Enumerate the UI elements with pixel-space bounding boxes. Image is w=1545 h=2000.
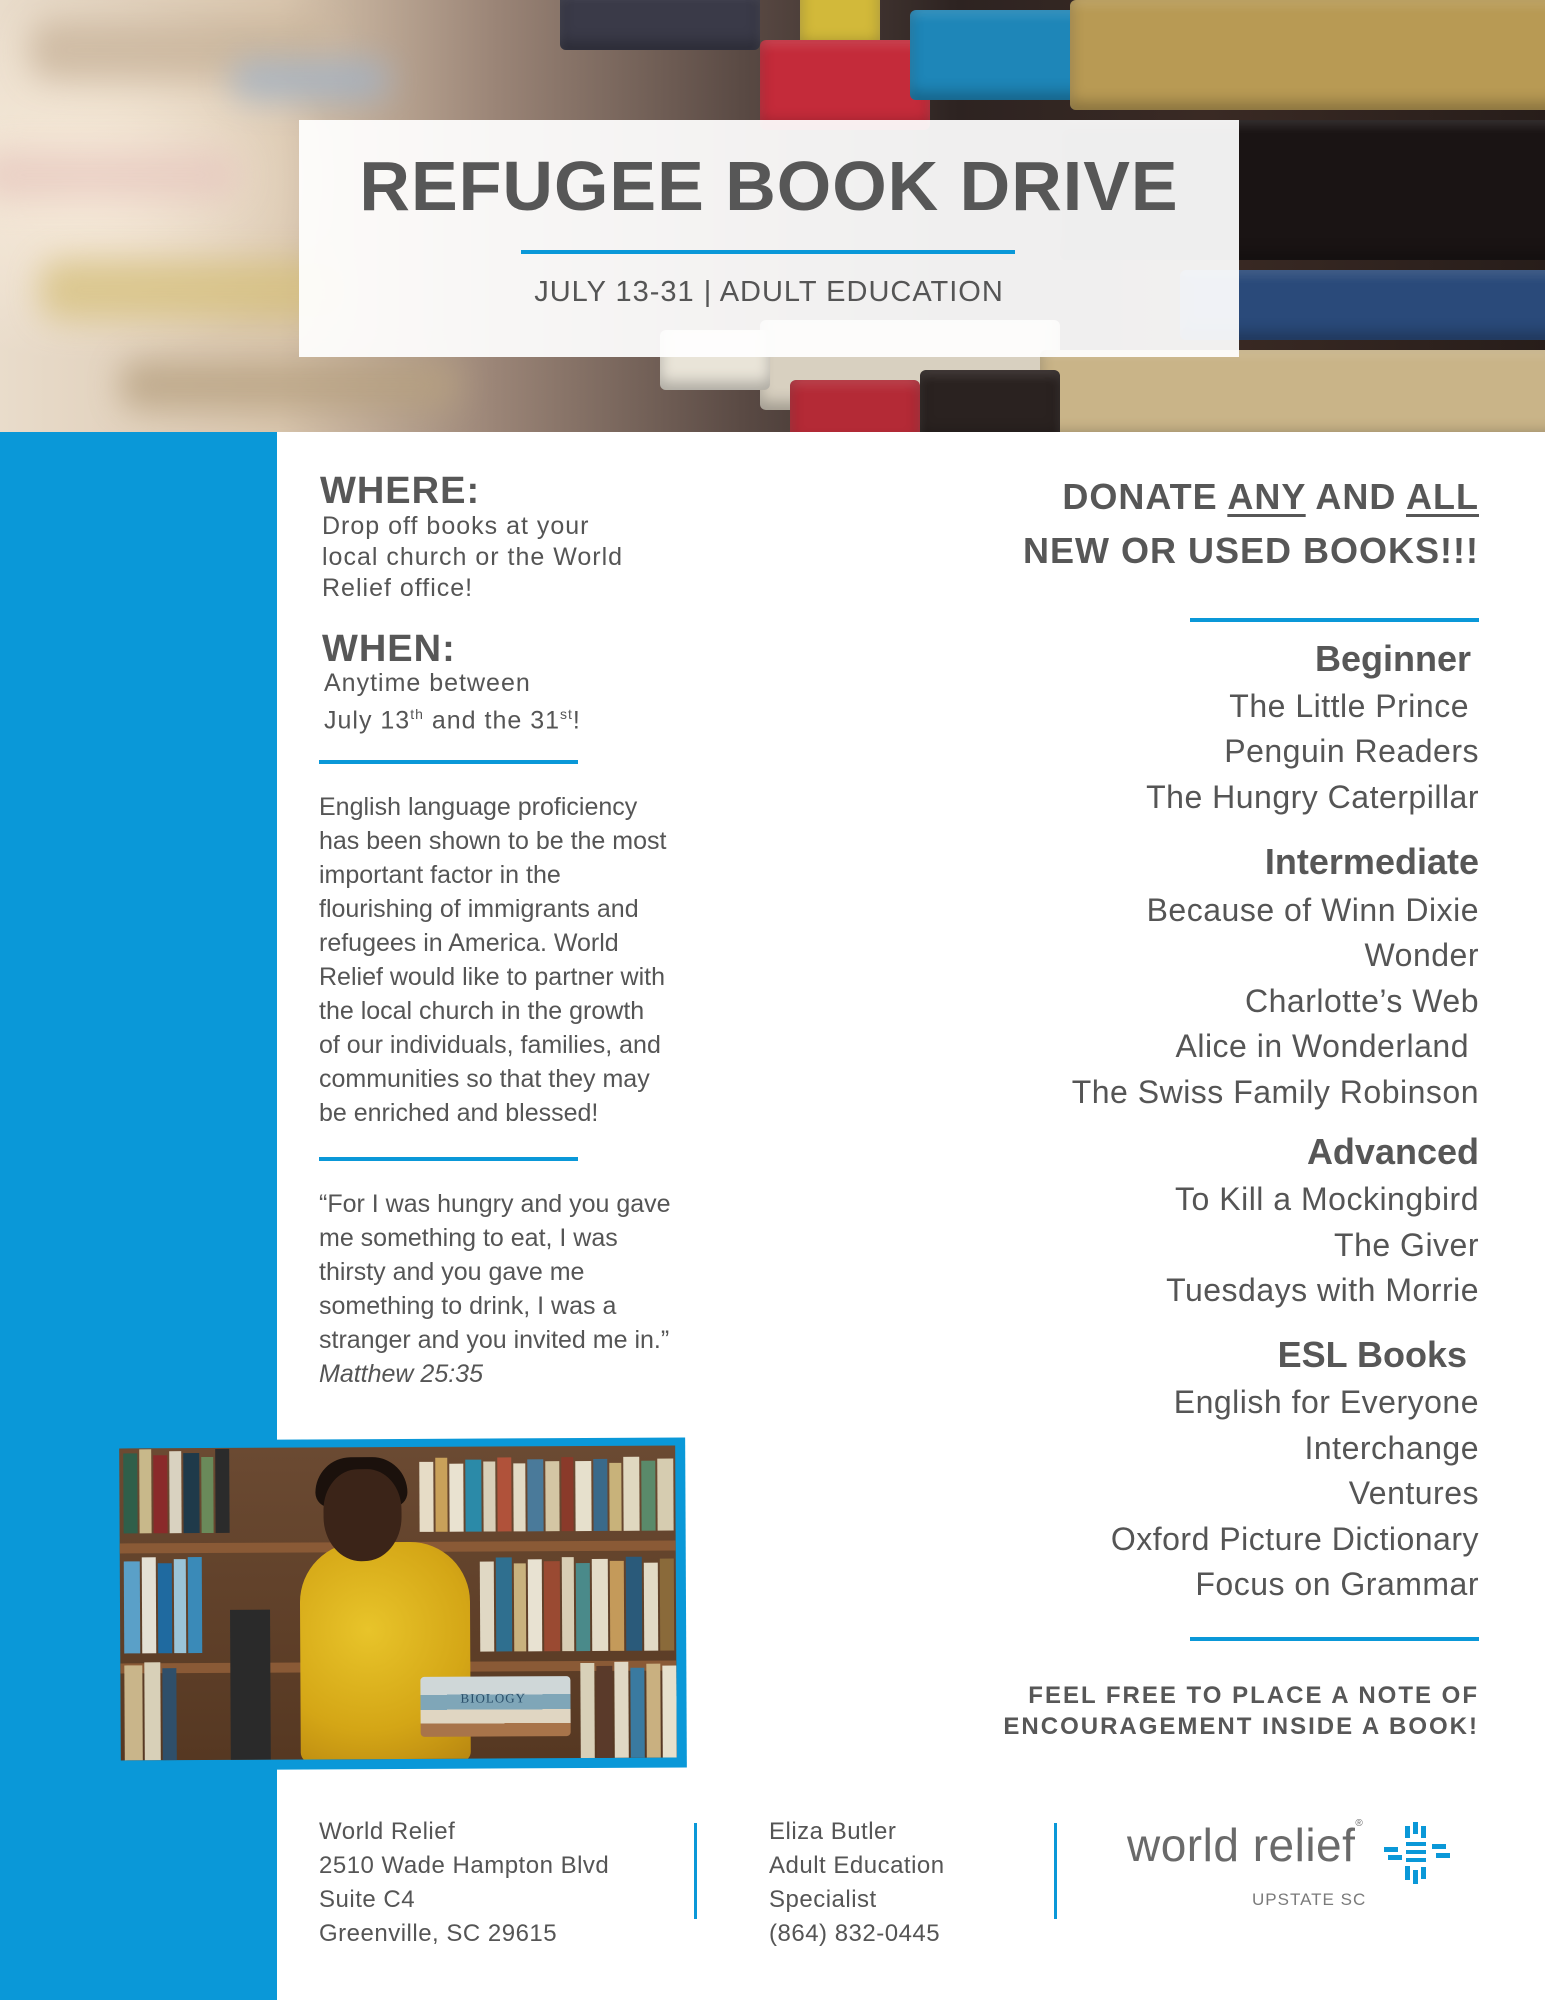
- where-line: Drop off books at your: [322, 512, 590, 540]
- paragraph-line: flourishing of immigrants and: [319, 895, 639, 923]
- book-title: Wonder: [1364, 937, 1479, 973]
- category-intermediate: Intermediate: [1264, 841, 1479, 882]
- page-title: REFUGEE BOOK DRIVE: [359, 147, 1179, 225]
- section-divider: [319, 1157, 578, 1161]
- donate-line-2: NEW OR USED BOOKS!!!: [1023, 530, 1479, 571]
- address-line: 2510 Wade Hampton Blvd: [319, 1852, 610, 1879]
- book-title: English for Everyone: [1173, 1384, 1479, 1420]
- quote-line: me something to eat, I was: [319, 1224, 618, 1252]
- quote-line: stranger and you invited me in.”: [319, 1326, 670, 1354]
- book-title: Tuesdays with Morrie: [1166, 1272, 1479, 1308]
- world-relief-logo: world relief®: [1127, 1818, 1364, 1871]
- contact-phone: (864) 832-0445: [769, 1920, 941, 1947]
- where-line: Relief office!: [322, 574, 474, 602]
- contact-title: Adult Education: [769, 1852, 945, 1879]
- donate-headline: [1023, 470, 1479, 578]
- library-photo-frame: [111, 1437, 687, 1770]
- book-title: Charlotte’s Web: [1245, 983, 1479, 1019]
- book-title: Penguin Readers: [1224, 733, 1479, 769]
- book-title: The Hungry Caterpillar: [1146, 779, 1479, 815]
- paragraph-line: English language proficiency: [319, 793, 638, 821]
- footer-divider: [1054, 1823, 1057, 1919]
- where-text: [322, 511, 623, 604]
- section-divider: [1190, 618, 1479, 622]
- section-divider: [1190, 1637, 1479, 1641]
- book-title: Focus on Grammar: [1195, 1566, 1479, 1602]
- title-card: [299, 120, 1239, 357]
- paragraph-line: of our individuals, families, and: [319, 1031, 661, 1059]
- book-title: To Kill a Mockingbird: [1175, 1181, 1479, 1217]
- encouragement-note: [1003, 1680, 1479, 1742]
- office-address: [319, 1815, 609, 1951]
- address-line: Greenville, SC 29615: [319, 1920, 558, 1947]
- note-line: ENCOURAGEMENT INSIDE A BOOK!: [1003, 1713, 1479, 1740]
- category-advanced: Advanced: [1306, 1131, 1479, 1172]
- mission-paragraph: [319, 790, 739, 1130]
- event-subtitle: JULY 13-31 | ADULT EDUCATION: [534, 276, 1004, 308]
- book-title: The Giver: [1334, 1227, 1479, 1263]
- section-divider: [319, 760, 578, 764]
- quote-line: thirsty and you gave me: [319, 1258, 585, 1286]
- category-beginner: Beginner: [1314, 638, 1471, 679]
- when-text: [324, 668, 581, 736]
- note-line: FEEL FREE TO PLACE A NOTE OF: [1028, 1682, 1479, 1709]
- when-heading: WHEN:: [322, 628, 456, 670]
- library-photo: [119, 1446, 677, 1761]
- paragraph-line: communities so that they may: [319, 1065, 650, 1093]
- paragraph-line: be enriched and blessed!: [319, 1099, 599, 1127]
- book-title: Alice in Wonderland: [1175, 1028, 1469, 1064]
- quote-citation: Matthew 25:35: [319, 1360, 483, 1388]
- bible-quote: [319, 1187, 739, 1391]
- book-title: The Swiss Family Robinson: [1071, 1074, 1479, 1110]
- book-title: The Little Prince: [1229, 688, 1469, 724]
- donate-line-1: DONATE ANY AND ALL: [1062, 476, 1479, 517]
- when-line: Anytime between: [324, 669, 531, 697]
- book-title: Oxford Picture Dictionary: [1110, 1521, 1479, 1557]
- book-title: Interchange: [1304, 1430, 1479, 1466]
- book-title: Ventures: [1348, 1475, 1479, 1511]
- where-heading: WHERE:: [320, 470, 481, 512]
- paragraph-line: refugees in America. World: [319, 929, 619, 957]
- contact-info: [769, 1815, 945, 1951]
- title-divider: [521, 250, 1015, 254]
- where-line: local church or the World: [322, 543, 624, 571]
- contact-title: Specialist: [769, 1886, 877, 1913]
- paragraph-line: has been shown to be the most: [319, 827, 667, 855]
- address-line: Suite C4: [319, 1886, 416, 1913]
- category-esl: ESL Books: [1277, 1334, 1467, 1375]
- quote-line: something to drink, I was a: [319, 1292, 617, 1320]
- paragraph-line: important factor in the: [319, 861, 561, 889]
- contact-name: Eliza Butler: [769, 1818, 897, 1845]
- book-title: Because of Winn Dixie: [1146, 892, 1479, 928]
- book-title-label: BIOLOGY: [460, 1690, 527, 1706]
- footer-divider: [694, 1823, 697, 1919]
- address-line: World Relief: [319, 1818, 456, 1845]
- logo-region: UPSTATE SC: [1252, 1890, 1367, 1909]
- when-line: July 13th and the 31st!: [324, 706, 581, 735]
- paragraph-line: the local church in the growth: [319, 997, 645, 1025]
- world-relief-logo-icon: [1384, 1822, 1450, 1884]
- header-book-photo: [0, 0, 1545, 432]
- paragraph-line: Relief would like to partner with: [319, 963, 665, 991]
- quote-line: “For I was hungry and you gave: [319, 1190, 671, 1218]
